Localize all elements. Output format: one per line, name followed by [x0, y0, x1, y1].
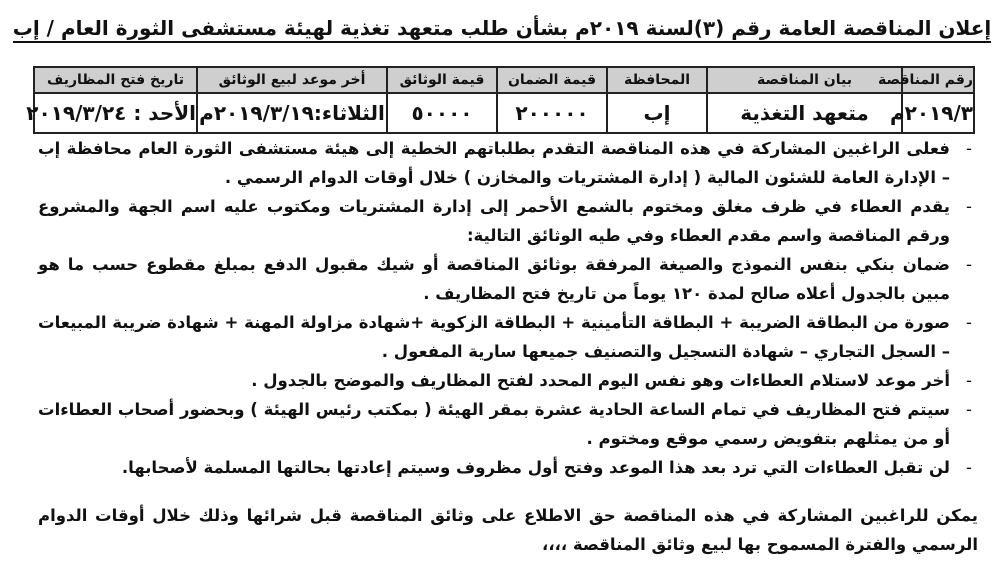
bullet-dash: - [966, 255, 972, 274]
header-governorate: المحافظة [607, 67, 707, 93]
announcement-title [0, 14, 1004, 42]
list-item [38, 395, 978, 453]
list-item [38, 250, 978, 308]
header-tender-number: رقم المناقصة [902, 67, 974, 93]
list-item [38, 308, 978, 366]
header-opening-date: تاريخ فتح المظاريف [34, 67, 197, 93]
paragraph-text: صورة من البطاقة الضريبة + البطاقة التأمينية + البطاقة الزكوية +شهادة مزاولة المهنة + شهادة ضريبة المبيعات – السجل التجاري – شهادة التسجيل والتصنيف جميعها سارية المفعول . [38, 313, 950, 361]
table-row [34, 93, 974, 133]
bullet-dash: - [966, 313, 972, 332]
cell-documents-value: ٥٠٠٠٠ [387, 93, 497, 133]
cell-tender-number: ٢٠١٩/٣م [902, 93, 974, 133]
list-item [38, 366, 978, 395]
conditions-list [38, 134, 978, 482]
header-tender-description: بيان المناقصة [707, 67, 902, 93]
cell-last-sale-date: الثلاثاء:٢٠١٩/٣/١٩م [197, 93, 387, 133]
header-guarantee-value: قيمة الضمان [497, 67, 607, 93]
cell-opening-date: الأحد : ٢٠١٩/٣/٢٤ [34, 93, 197, 133]
bullet-dash: - [966, 139, 972, 158]
paragraph-text: سيتم فتح المظاريف في تمام الساعة الحادية عشرة بمقر الهيئة ( بمكتب رئيس الهيئة ) وبحضور أصحاب العطاءات أو من يمثلهم بتفويض رسمي موقع ومختوم . [38, 400, 950, 448]
list-item [38, 134, 978, 192]
bullet-dash: - [966, 197, 972, 216]
header-last-sale-date: أخر موعد لبيع الوثائق [197, 67, 387, 93]
list-item [38, 453, 978, 482]
cell-guarantee-value: ٢٠٠٠٠٠ [497, 93, 607, 133]
cell-governorate: إب [607, 93, 707, 133]
paragraph-text: لن تقبل العطاءات التي ترد بعد هذا الموعد وفتح أول مظروف وسيتم إعادتها بحالتها المسلمة لأصحابها. [121, 458, 950, 477]
paragraph-text: أخر موعد لاستلام العطاءات وهو نفس اليوم المحدد لفتح المظاريف والموضح بالجدول . [251, 371, 950, 390]
announcement-title-text: إعلان المناقصة العامة رقم (٣)لسنة ٢٠١٩م بشأن طلب متعهد تغذية لهيئة مستشفى الثورة العام / إب [13, 16, 991, 43]
paragraph-text: يقدم العطاء في ظرف مغلق ومختوم بالشمع الأحمر إلى إدارة المشتريات ومكتوب عليه اسم الجهة والمشروع ورقم المناقصة واسم مقدم العطاء وفي طيه الوثائق التالية: [38, 197, 950, 245]
bullet-dash: - [966, 400, 972, 419]
header-documents-value: قيمة الوثائق [387, 67, 497, 93]
list-item [38, 192, 978, 250]
paragraph-text: فعلى الراغبين المشاركة في هذه المناقصة التقدم بطلباتهم الخطية إلى هيئة مستشفى الثورة العام محافظة إب – الإدارة العامة للشئون المالية ( إدارة المشتريات والمخازن ) خلال أوقات الدوام الرسمي . [38, 139, 950, 187]
bullet-dash: - [966, 371, 972, 390]
cell-tender-description: متعهد التغذية [707, 93, 902, 133]
closing-note: يمكن للراغبين المشاركة في هذه المناقصة حق الاطلاع على وثائق المناقصة قبل شرائها وذلك خلال أوقات الدوام الرسمي والفترة المسموح بها لبيع وثائق المناقصة ،،،، [38, 506, 978, 554]
tender-table [26, 66, 975, 134]
paragraph-text: ضمان بنكي بنفس النموذج والصيغة المرفقة بوثائق المناقصة أو شيك مقبول الدفع بمبلغ مقطوع حسب ما هو مبين بالجدول أعلاه صالح لمدة ١٢٠ يوماً من تاريخ فتح المظاريف . [38, 255, 950, 303]
bullet-dash: - [966, 458, 972, 477]
table-header-row [34, 67, 974, 93]
